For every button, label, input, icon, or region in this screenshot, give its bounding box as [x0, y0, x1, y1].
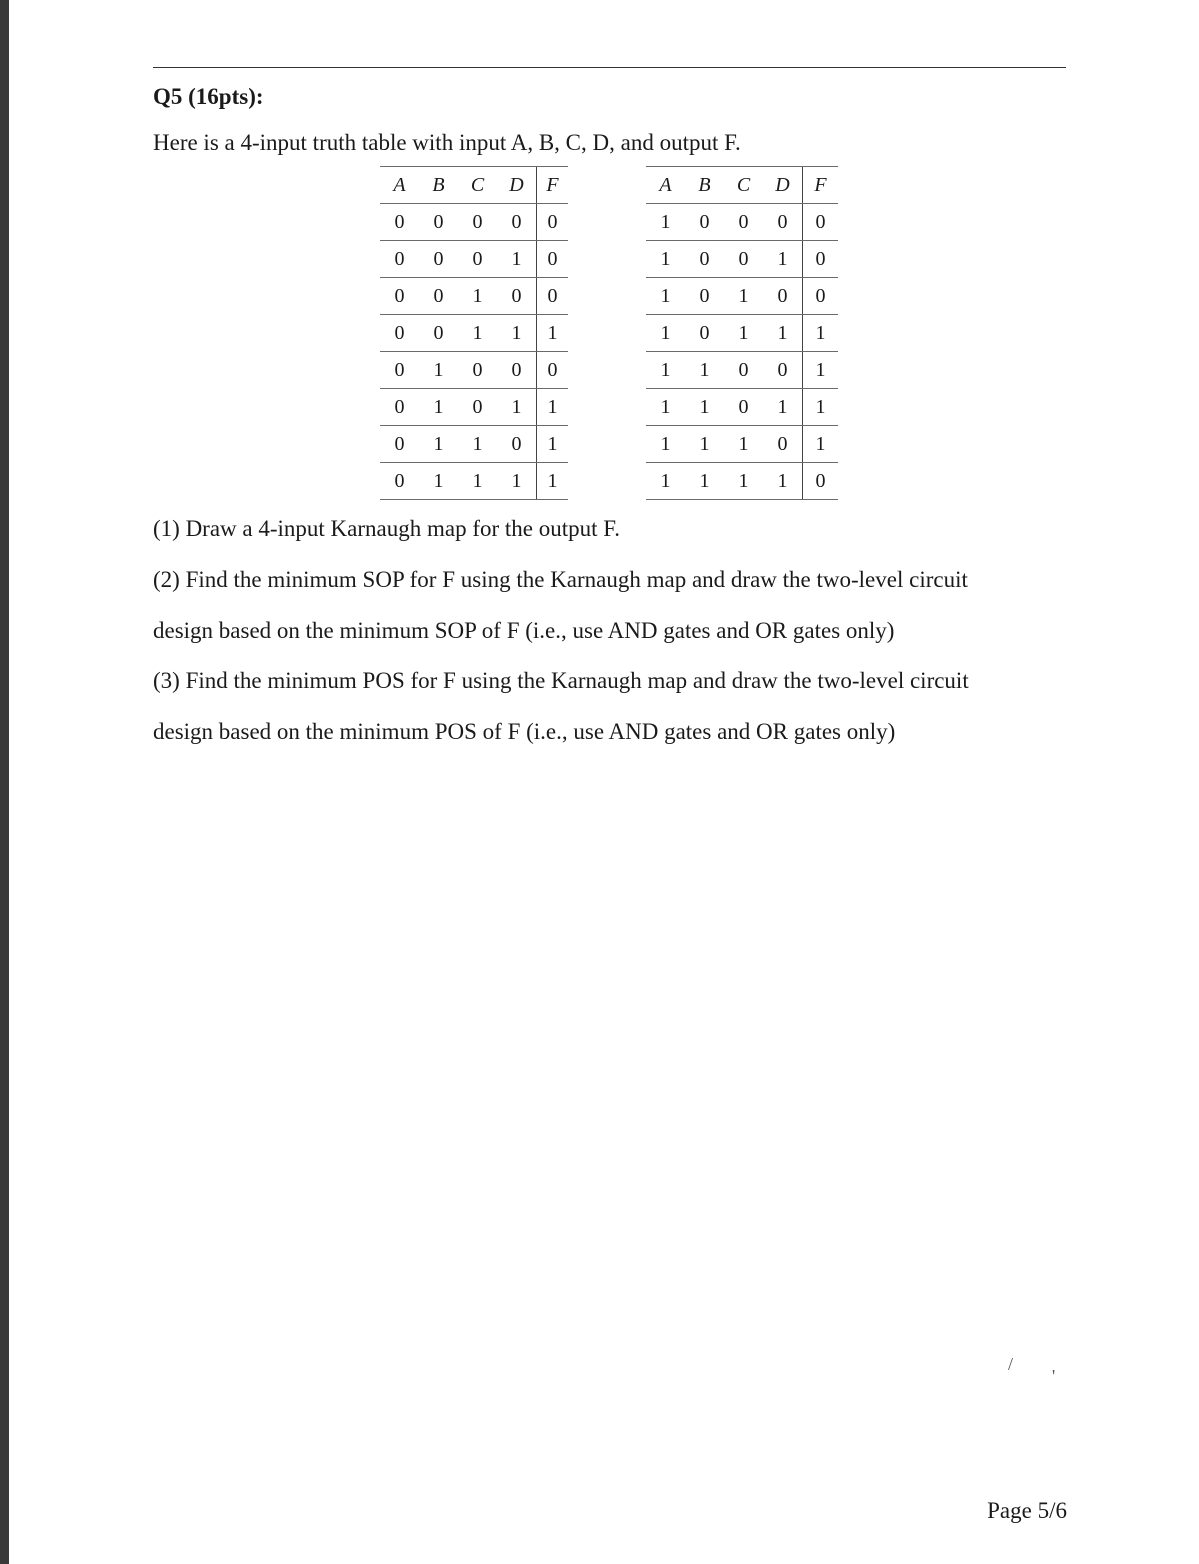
- cell-d: 1: [763, 389, 803, 426]
- header-d: D: [497, 167, 537, 204]
- cell-a: 1: [646, 315, 685, 352]
- cell-a: 1: [646, 389, 685, 426]
- cell-f: 0: [803, 278, 839, 315]
- cell-c: 0: [458, 352, 497, 389]
- cell-c: 1: [458, 278, 497, 315]
- cell-d: 0: [497, 352, 537, 389]
- cell-b: 0: [419, 278, 458, 315]
- header-a: A: [646, 167, 685, 204]
- truth-table-right: [646, 166, 838, 500]
- cell-c: 1: [458, 463, 497, 500]
- table-row: [646, 278, 838, 315]
- cell-a: 1: [646, 463, 685, 500]
- task-3-continued: design based on the minimum POS of F (i.e., use AND gates and OR gates only): [153, 719, 896, 744]
- cell-d: 1: [497, 463, 537, 500]
- truth-table-header-row: [380, 167, 568, 204]
- table-row: [646, 204, 838, 241]
- cell-b: 0: [685, 204, 724, 241]
- cell-a: 0: [380, 241, 419, 278]
- cell-c: 0: [458, 389, 497, 426]
- cell-c: 1: [724, 315, 763, 352]
- cell-b: 0: [419, 315, 458, 352]
- cell-f: 1: [803, 389, 839, 426]
- cell-a: 0: [380, 278, 419, 315]
- header-a: A: [380, 167, 419, 204]
- header-b: B: [419, 167, 458, 204]
- page-number: Page 5/6: [987, 1498, 1067, 1523]
- cell-d: 1: [763, 241, 803, 278]
- table-row: [380, 389, 568, 426]
- cell-f: 0: [803, 204, 839, 241]
- cell-d: 1: [497, 241, 537, 278]
- cell-b: 0: [685, 241, 724, 278]
- cell-b: 1: [419, 426, 458, 463]
- cell-f: 1: [537, 426, 569, 463]
- cell-a: 0: [380, 426, 419, 463]
- cell-b: 1: [685, 463, 724, 500]
- cell-c: 0: [724, 241, 763, 278]
- cell-f: 1: [803, 315, 839, 352]
- cell-d: 1: [497, 389, 537, 426]
- cell-c: 1: [458, 315, 497, 352]
- cell-f: 0: [537, 352, 569, 389]
- cell-c: 1: [724, 278, 763, 315]
- truth-table-left: [380, 166, 568, 500]
- top-divider: [153, 67, 1066, 68]
- truth-table-header-row: [646, 167, 838, 204]
- cell-f: 1: [803, 426, 839, 463]
- cell-f: 0: [537, 278, 569, 315]
- cell-a: 1: [646, 426, 685, 463]
- cell-f: 0: [537, 241, 569, 278]
- header-c: C: [724, 167, 763, 204]
- cell-b: 1: [685, 389, 724, 426]
- cell-a: 0: [380, 389, 419, 426]
- cell-b: 0: [419, 241, 458, 278]
- table-row: [646, 352, 838, 389]
- table-row: [646, 463, 838, 500]
- cell-a: 0: [380, 352, 419, 389]
- table-row: [380, 315, 568, 352]
- cell-a: 1: [646, 352, 685, 389]
- question-title: Q5 (16pts):: [153, 84, 264, 109]
- cell-b: 0: [419, 204, 458, 241]
- question-intro: Here is a 4-input truth table with input A, B, C, D, and output F.: [153, 130, 741, 155]
- task-1: (1) Draw a 4-input Karnaugh map for the output F.: [153, 516, 620, 541]
- task-2-continued: design based on the minimum SOP of F (i.e., use AND gates and OR gates only): [153, 618, 895, 643]
- cell-a: 1: [646, 278, 685, 315]
- cell-d: 1: [497, 315, 537, 352]
- cell-d: 1: [763, 463, 803, 500]
- cell-a: 0: [380, 204, 419, 241]
- viewer-left-edge: [0, 0, 9, 1564]
- cell-c: 1: [458, 426, 497, 463]
- task-2: (2) Find the minimum SOP for F using the Karnaugh map and draw the two-level circuit: [153, 567, 968, 592]
- table-row: [646, 241, 838, 278]
- cell-a: 1: [646, 241, 685, 278]
- cell-b: 0: [685, 278, 724, 315]
- table-row: [380, 426, 568, 463]
- cell-c: 0: [724, 389, 763, 426]
- cell-b: 1: [685, 352, 724, 389]
- table-row: [380, 278, 568, 315]
- cell-d: 0: [497, 204, 537, 241]
- cell-f: 0: [537, 204, 569, 241]
- table-row: [380, 241, 568, 278]
- cell-b: 1: [685, 426, 724, 463]
- header-f: F: [803, 167, 839, 204]
- cell-b: 1: [419, 352, 458, 389]
- cell-a: 0: [380, 463, 419, 500]
- table-row: [380, 204, 568, 241]
- cell-c: 0: [458, 241, 497, 278]
- cell-b: 1: [419, 463, 458, 500]
- header-c: C: [458, 167, 497, 204]
- cell-c: 0: [458, 204, 497, 241]
- cell-f: 0: [803, 463, 839, 500]
- cell-d: 0: [763, 426, 803, 463]
- cell-f: 0: [803, 241, 839, 278]
- cell-b: 0: [685, 315, 724, 352]
- cell-d: 0: [763, 204, 803, 241]
- table-row: [380, 352, 568, 389]
- cell-a: 0: [380, 315, 419, 352]
- header-d: D: [763, 167, 803, 204]
- cell-f: 1: [537, 315, 569, 352]
- cell-d: 0: [763, 352, 803, 389]
- cell-a: 1: [646, 204, 685, 241]
- table-row: [380, 463, 568, 500]
- table-row: [646, 315, 838, 352]
- cell-d: 0: [763, 278, 803, 315]
- cell-c: 1: [724, 426, 763, 463]
- cell-d: 0: [497, 426, 537, 463]
- cell-b: 1: [419, 389, 458, 426]
- cell-f: 1: [537, 389, 569, 426]
- cell-d: 1: [763, 315, 803, 352]
- cell-c: 0: [724, 204, 763, 241]
- stray-mark: ': [1052, 1366, 1056, 1386]
- cell-c: 1: [724, 463, 763, 500]
- header-f: F: [537, 167, 569, 204]
- cell-c: 0: [724, 352, 763, 389]
- table-row: [646, 426, 838, 463]
- cell-f: 1: [803, 352, 839, 389]
- task-3: (3) Find the minimum POS for F using the Karnaugh map and draw the two-level circuit: [153, 668, 969, 693]
- cell-f: 1: [537, 463, 569, 500]
- cell-d: 0: [497, 278, 537, 315]
- stray-mark: /: [1008, 1354, 1014, 1374]
- header-b: B: [685, 167, 724, 204]
- table-row: [646, 389, 838, 426]
